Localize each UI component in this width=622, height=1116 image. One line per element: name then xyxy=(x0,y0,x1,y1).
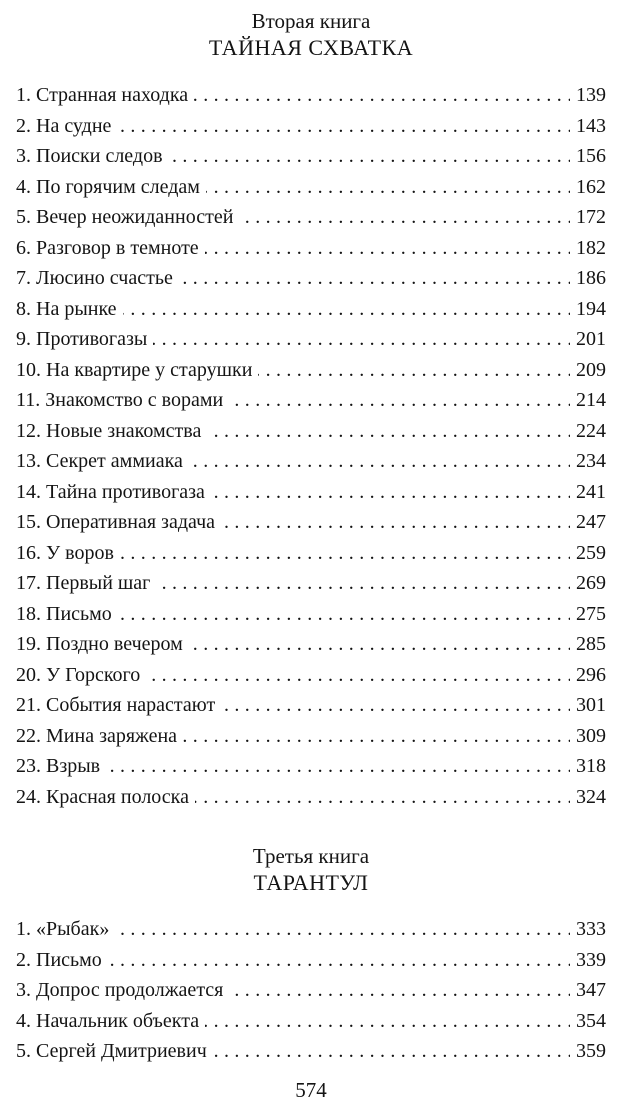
toc-entry xyxy=(16,80,606,111)
chapter-page: 182 xyxy=(570,233,606,264)
chapter-page: 247 xyxy=(570,507,606,538)
toc-entry xyxy=(16,629,606,660)
chapter-page: 359 xyxy=(570,1036,606,1067)
book-section-second xyxy=(0,8,622,812)
book-section-third xyxy=(0,843,622,1067)
chapter-title: 14. Тайна противогаза xyxy=(16,481,211,503)
book-label: Вторая книга xyxy=(251,9,371,33)
chapter-page: 296 xyxy=(570,660,606,691)
chapter-page: 301 xyxy=(570,690,606,721)
toc-entry xyxy=(16,599,606,630)
chapter-page: 214 xyxy=(570,385,606,416)
chapter-page: 285 xyxy=(570,629,606,660)
toc-entry xyxy=(16,782,606,813)
chapter-page: 333 xyxy=(570,914,606,945)
chapter-title: 24. Красная полоска xyxy=(16,786,195,808)
toc-entry xyxy=(16,446,606,477)
chapter-title: 11. Знакомство с ворами xyxy=(16,389,229,411)
chapter-page: 162 xyxy=(570,172,606,203)
toc-entry xyxy=(16,660,606,691)
chapter-title: 4. Начальник объекта xyxy=(16,1010,205,1032)
chapter-page: 224 xyxy=(570,416,606,447)
toc-entry xyxy=(16,355,606,386)
chapter-title: 7. Люсино счастье xyxy=(16,267,179,289)
toc-entry xyxy=(16,385,606,416)
chapter-page: 194 xyxy=(570,294,606,325)
chapter-title: 22. Мина заряжена xyxy=(16,725,183,747)
chapter-page: 186 xyxy=(570,263,606,294)
chapter-page: 201 xyxy=(570,324,606,355)
toc-entry xyxy=(16,294,606,325)
toc-entry xyxy=(16,1036,606,1067)
chapter-title: 23. Взрыв xyxy=(16,755,106,777)
toc-entry xyxy=(16,751,606,782)
chapter-page: 324 xyxy=(570,782,606,813)
chapter-title: 5. Вечер неожиданностей xyxy=(16,206,239,228)
chapter-page: 318 xyxy=(570,751,606,782)
book-title: ТАЙНАЯ СХВАТКА xyxy=(208,35,414,60)
book-label: Третья книга xyxy=(252,844,370,868)
chapter-page: 172 xyxy=(570,202,606,233)
toc-entry xyxy=(16,141,606,172)
chapter-title: 13. Секрет аммиака xyxy=(16,450,189,472)
chapter-title: 5. Сергей Дмитриевич xyxy=(16,1040,213,1062)
chapter-title: 19. Поздно вечером xyxy=(16,633,189,655)
chapter-page: 139 xyxy=(570,80,606,111)
toc-entry xyxy=(16,324,606,355)
chapter-title: 17. Первый шаг xyxy=(16,572,156,594)
chapter-page: 156 xyxy=(570,141,606,172)
chapter-page: 269 xyxy=(570,568,606,599)
chapter-title: 18. Письмо xyxy=(16,603,118,625)
toc-entry xyxy=(16,975,606,1006)
toc-entry xyxy=(16,568,606,599)
chapter-title: 3. Допрос продолжается xyxy=(16,979,229,1001)
chapter-title: 1. Странная находка xyxy=(16,84,194,106)
chapter-title: 2. На судне xyxy=(16,115,117,137)
chapter-page: 143 xyxy=(570,111,606,142)
chapter-title: 8. На рынке xyxy=(16,298,123,320)
toc-entry xyxy=(16,172,606,203)
book-title: ТАРАНТУЛ xyxy=(253,870,369,895)
chapter-page: 209 xyxy=(570,355,606,386)
chapter-page: 234 xyxy=(570,446,606,477)
chapter-page: 339 xyxy=(570,945,606,976)
toc-entry xyxy=(16,945,606,976)
chapter-title: 10. На квартире у старушки xyxy=(16,359,258,381)
toc-entry xyxy=(16,416,606,447)
chapter-title: 20. У Горского xyxy=(16,664,146,686)
toc-entry xyxy=(16,477,606,508)
chapter-title: 1. «Рыбак» xyxy=(16,918,115,940)
chapter-title: 15. Оперативная задача xyxy=(16,511,221,533)
toc-entry xyxy=(16,111,606,142)
chapter-page: 259 xyxy=(570,538,606,569)
toc-entry xyxy=(16,263,606,294)
toc-entry xyxy=(16,914,606,945)
chapter-title: 21. События нарастают xyxy=(16,694,221,716)
toc-entry xyxy=(16,690,606,721)
chapter-title: 9. Противогазы xyxy=(16,328,153,350)
toc-entry xyxy=(16,1006,606,1037)
chapter-title: 4. По горячим следам xyxy=(16,176,206,198)
toc-entry xyxy=(16,202,606,233)
chapter-list xyxy=(0,914,622,1067)
toc-entry xyxy=(16,721,606,752)
chapter-title: 2. Письмо xyxy=(16,949,108,971)
chapter-page: 347 xyxy=(570,975,606,1006)
chapter-title: 16. У воров xyxy=(16,542,120,564)
toc-entry xyxy=(16,507,606,538)
chapter-page: 354 xyxy=(570,1006,606,1037)
chapter-title: 3. Поиски следов xyxy=(16,145,169,167)
chapter-page: 275 xyxy=(570,599,606,630)
chapter-page: 241 xyxy=(570,477,606,508)
toc-entry xyxy=(16,233,606,264)
chapter-page: 309 xyxy=(570,721,606,752)
chapter-list xyxy=(0,80,622,812)
chapter-title: 12. Новые знакомства xyxy=(16,420,207,442)
page-number: 574 xyxy=(295,1078,327,1102)
chapter-title: 6. Разговор в темноте xyxy=(16,237,205,259)
toc-entry xyxy=(16,538,606,569)
